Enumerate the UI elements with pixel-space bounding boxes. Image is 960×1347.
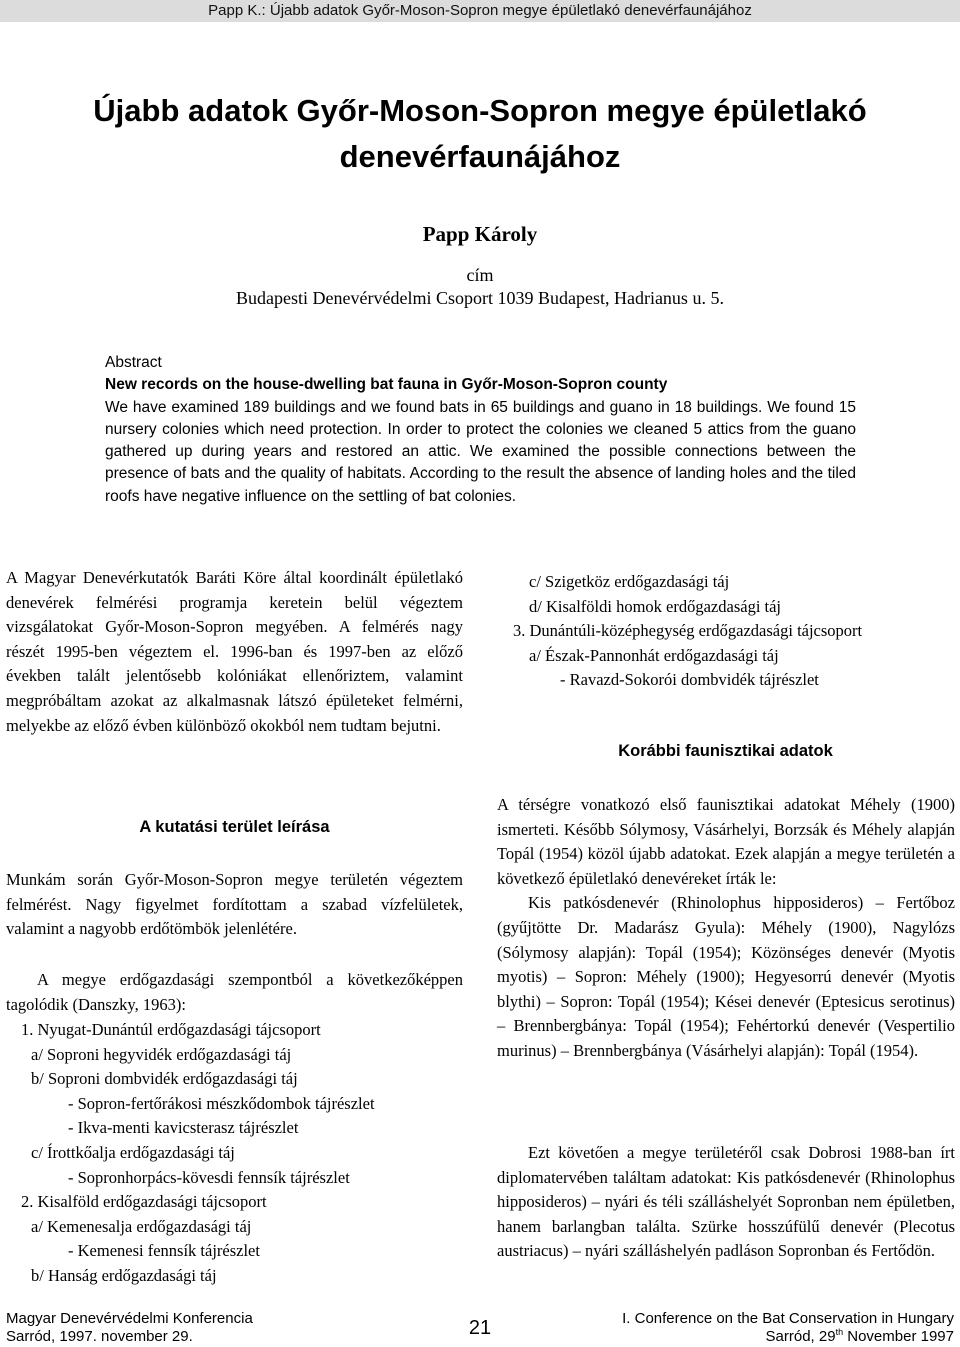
faunistic-paragraph-intro: A térségre vonatkozó első faunisztikai adatokat Méhely (1900) ismerteti. Később Sólymosy, Vásárhelyi, Borzsák és Méhely alapján Topál (1954) közöl újabb adatokat. Ezek alapján a megye területén a következő épületlakó denevéreket írták le:	[497, 795, 955, 888]
page-number: 21	[468, 1317, 492, 1339]
running-header	[0, 0, 960, 22]
list-item: - Ravazd-Sokorói dombvidék tájrészlet	[560, 670, 819, 690]
research-area-paragraph: Munkám során Győr-Moson-Sopron megye területén végeztem felmérést. Nagy figyelmet fordítottam a szabad vízfelületek, valamint a nagyobb erdőtömbök jelenlétére.	[6, 870, 463, 939]
running-header-text: Papp K.: Újabb adatok Győr-Moson-Sopron megye épületlakó denevérfaunájához	[208, 2, 752, 19]
list-item: - Kemenesi fennsík tájrészlet	[68, 1241, 260, 1261]
section-heading-faunistic: Korábbi faunisztikai adatok	[618, 742, 833, 760]
footer-left	[6, 1310, 253, 1346]
footer-date-en	[622, 1328, 954, 1346]
section-heading-research-area: A kutatási terület leírása	[139, 818, 330, 836]
list-item: 1. Nyugat-Dunántúl erdőgazdasági tájcsoport	[21, 1020, 321, 1039]
faunistic-paragraph	[497, 793, 955, 1064]
list-item: - Sopronhorpács-kövesdi fennsík tájrészlet	[68, 1167, 350, 1187]
list-item: d/ Kisalföldi homok erdőgazdasági táj	[529, 596, 782, 616]
paper-title: Újabb adatok Győr-Moson-Sopron megye épületlakó denevérfaunájához	[93, 93, 867, 174]
list-item: 3. Dunántúli-középhegység erdőgazdasági tájcsoport	[513, 621, 863, 641]
recent-data-paragraph: Ezt követően a megye területéről csak Dobrosi 1988-ban írt diplomatervében találtam adatokat: Kis patkósdenevér (Rhinolophus hipposideros) – nyári és téli szálláshelyét Sopronban nem épületben, hanem barlangban találta. Szürke hosszúfülű denevér (Plecotus austriacus) – nyári szálláshelyén padláson Sopronban és Fertődön.	[497, 1143, 955, 1261]
footer-date-en-month: November 1997	[843, 1328, 954, 1345]
forestry-division-paragraph: A megye erdőgazdasági szempontból a következőképpen tagolódik (Danszky, 1963):	[6, 970, 463, 1014]
list-item: b/ Hanság erdőgazdasági táj	[31, 1265, 217, 1285]
footer-date-hu: Sarród, 1997. november 29.	[6, 1328, 193, 1345]
abstract-label: Abstract	[105, 354, 162, 371]
footer-conference-hu: Magyar Denevérvédelmi Konferencia	[6, 1310, 253, 1327]
list-item: c/ Írottkőalja erdőgazdasági táj	[31, 1142, 235, 1162]
list-item: 2. Kisalföld erdőgazdasági tájcsoport	[21, 1192, 267, 1212]
affiliation: Budapesti Denevérvédelmi Csoport 1039 Budapest, Hadrianus u. 5.	[236, 288, 724, 308]
abstract-title: New records on the house-dwelling bat fauna in Győr-Moson-Sopron county	[105, 376, 668, 394]
footer-right	[622, 1310, 954, 1346]
footer-conference-en: I. Conference on the Bat Conservation in Hungary	[622, 1310, 954, 1327]
author-name: Papp Károly	[422, 222, 538, 246]
abstract	[105, 352, 856, 508]
abstract-body: We have examined 189 buildings and we found bats in 65 buildings and guano in 18 buildings. We found 15 nursery colonies which need protection. In order to protect the colonies we cleaned 5 attics from the guano gathered up during years and restored an attic. We examined the possible connections between the presence of bats and the quality of habitats. According to the result the absence of landing holes and the tiled roofs have negative influence on the settling of bat colonies.	[105, 398, 856, 505]
list-item: - Sopron-fertőrákosi mészkődombok tájrészlet	[68, 1093, 375, 1113]
intro-paragraph: A Magyar Denevérkutatók Baráti Köre által koordinált épületlakó denevérek felmérési programja keretein belül végeztem vizsgálatokat Győr-Moson-Sopron megyében. A felmérés nagy részét 1995-ben végeztem el. 1996-ban és 1997-ben az előző években talált jelentősebb kolóniákat ellenőriztem, valamint megpróbáltam azokat az alkalmasnak látszó épületeket felmérni, melyekbe az előző évben különböző okokból nem tudtam bejutni.	[6, 568, 463, 735]
faunistic-paragraph-records: Kis patkósdenevér (Rhinolophus hipposideros) – Fertőboz (gyűjtötte Dr. Madarász Gyula): Méhely (1900), Nagylózs (Sólymosy alapján): Topál (1954); Közönséges denevér (Myotis myotis) – Sopron: Méhely (1900); Hegyesorrú denevér (Myotis blythi) – Sopron: Topál (1954); Kései denevér (Eptesicus serotinus) – Brennbergbánya: Topál (1954); Fehértorkú denevér (Vespertilio murinus) – Brennbergbánya (Vásárhelyi alapján): Topál (1954).	[497, 893, 955, 1060]
list-item: a/ Soproni hegyvidék erdőgazdasági táj	[31, 1044, 292, 1064]
list-item: a/ Észak-Pannonhát erdőgazdasági táj	[529, 645, 779, 665]
list-item: b/ Soproni dombvidék erdőgazdasági táj	[31, 1069, 298, 1089]
footer-date-en-suffix: th	[835, 1327, 844, 1337]
region-list-right	[498, 570, 953, 693]
list-item: a/ Kemenesalja erdőgazdasági táj	[31, 1216, 252, 1236]
footer-date-en-day: Sarród, 29	[765, 1328, 836, 1345]
address-label: cím	[466, 265, 494, 285]
region-list-left	[6, 1018, 466, 1289]
list-item: - Ikva-menti kavicsterasz tájrészlet	[68, 1118, 299, 1138]
list-item: c/ Szigetköz erdőgazdasági táj	[529, 572, 730, 591]
